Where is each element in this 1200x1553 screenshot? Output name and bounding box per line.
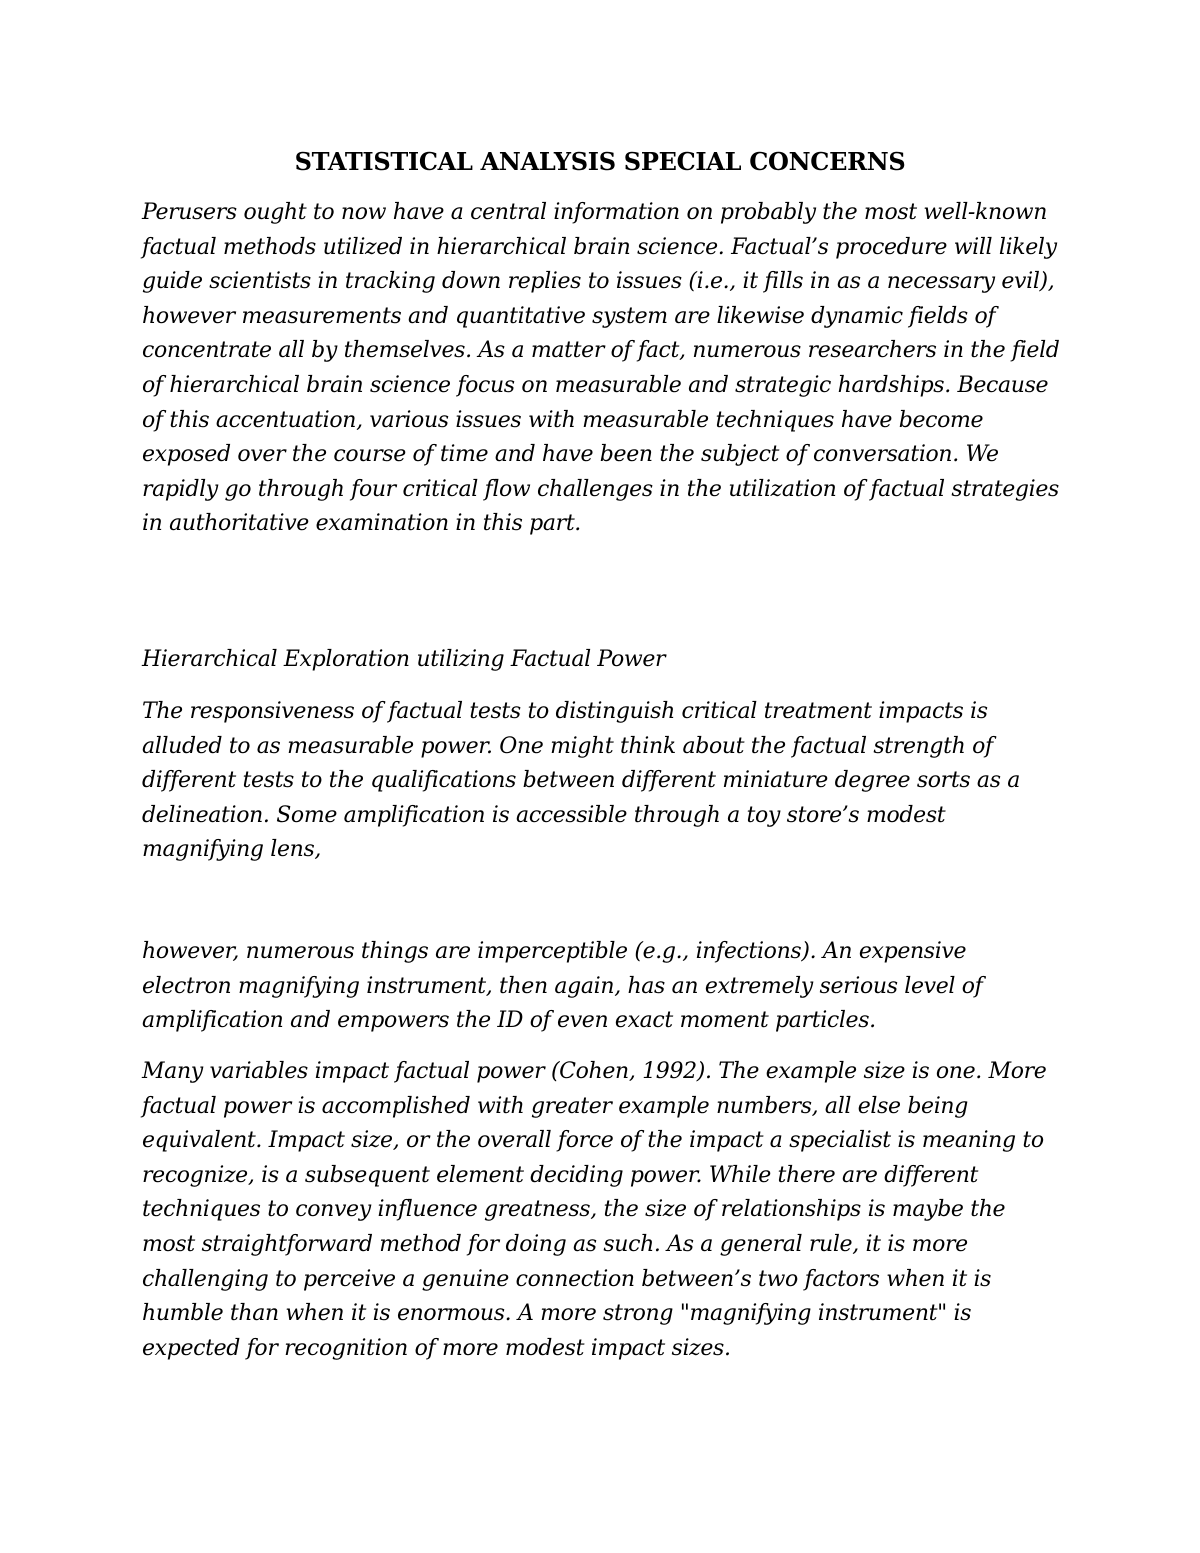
document-title: STATISTICAL ANALYSIS SPECIAL CONCERNS	[294, 147, 906, 176]
section-heading: Hierarchical Exploration utilizing Factual Power	[142, 647, 666, 672]
paragraph-statistical-power: The responsiveness of factual tests to distinguish critical treatment impacts is alluded to as measurable power. One might think about the factual strength of different tests to the qualifications between different miniature degree sorts as a delineation. Some amplification is accessible through a toy store’s modest magnifying lens,	[142, 699, 1021, 863]
paragraph-variables: Many variables impact factual power (Cohen, 1992). The example size is one. More factual power is accomplished with greater example numbers, all else being equivalent. Impact size, or the overall force of the impact a specialist is meaning to recognize, is a subsequent element deciding power. While there are different techniques to convey influence greatness, the size of relationships is maybe the most straightforward method for doing as such. As a general rule, it is more challenging to perceive a genuine connection between’s two factors when it is humble than when it is enormous. A more strong "magnifying instrument" is expected for recognition of more modest impact sizes.	[142, 1059, 1047, 1361]
paragraph-intro: Perusers ought to now have a central information on probably the most well-known factual methods utilized in hierarchical brain science. Factual’s procedure will likely guide scientists in tracking down replies to issues (i.e., it fills in as a necessary evil), however measurements and quantitative system are likewise dynamic fields of concentrate all by themselves. As a matter of fact, numerous researchers in the field of hierarchical brain science focus on measurable and strategic hardships. Because of this accentuation, various issues with measurable techniques have become exposed over the course of time and have been the subject of conversation. We rapidly go through four critical flow challenges in the utilization of factual strategies in authoritative examination in this part.	[142, 200, 1060, 537]
paragraph-continuation: however, numerous things are imperceptible (e.g., infections). An expensive electron magnifying instrument, then again, has an extremely serious level of amplification and empowers the ID of even exact moment particles.	[142, 939, 983, 1034]
